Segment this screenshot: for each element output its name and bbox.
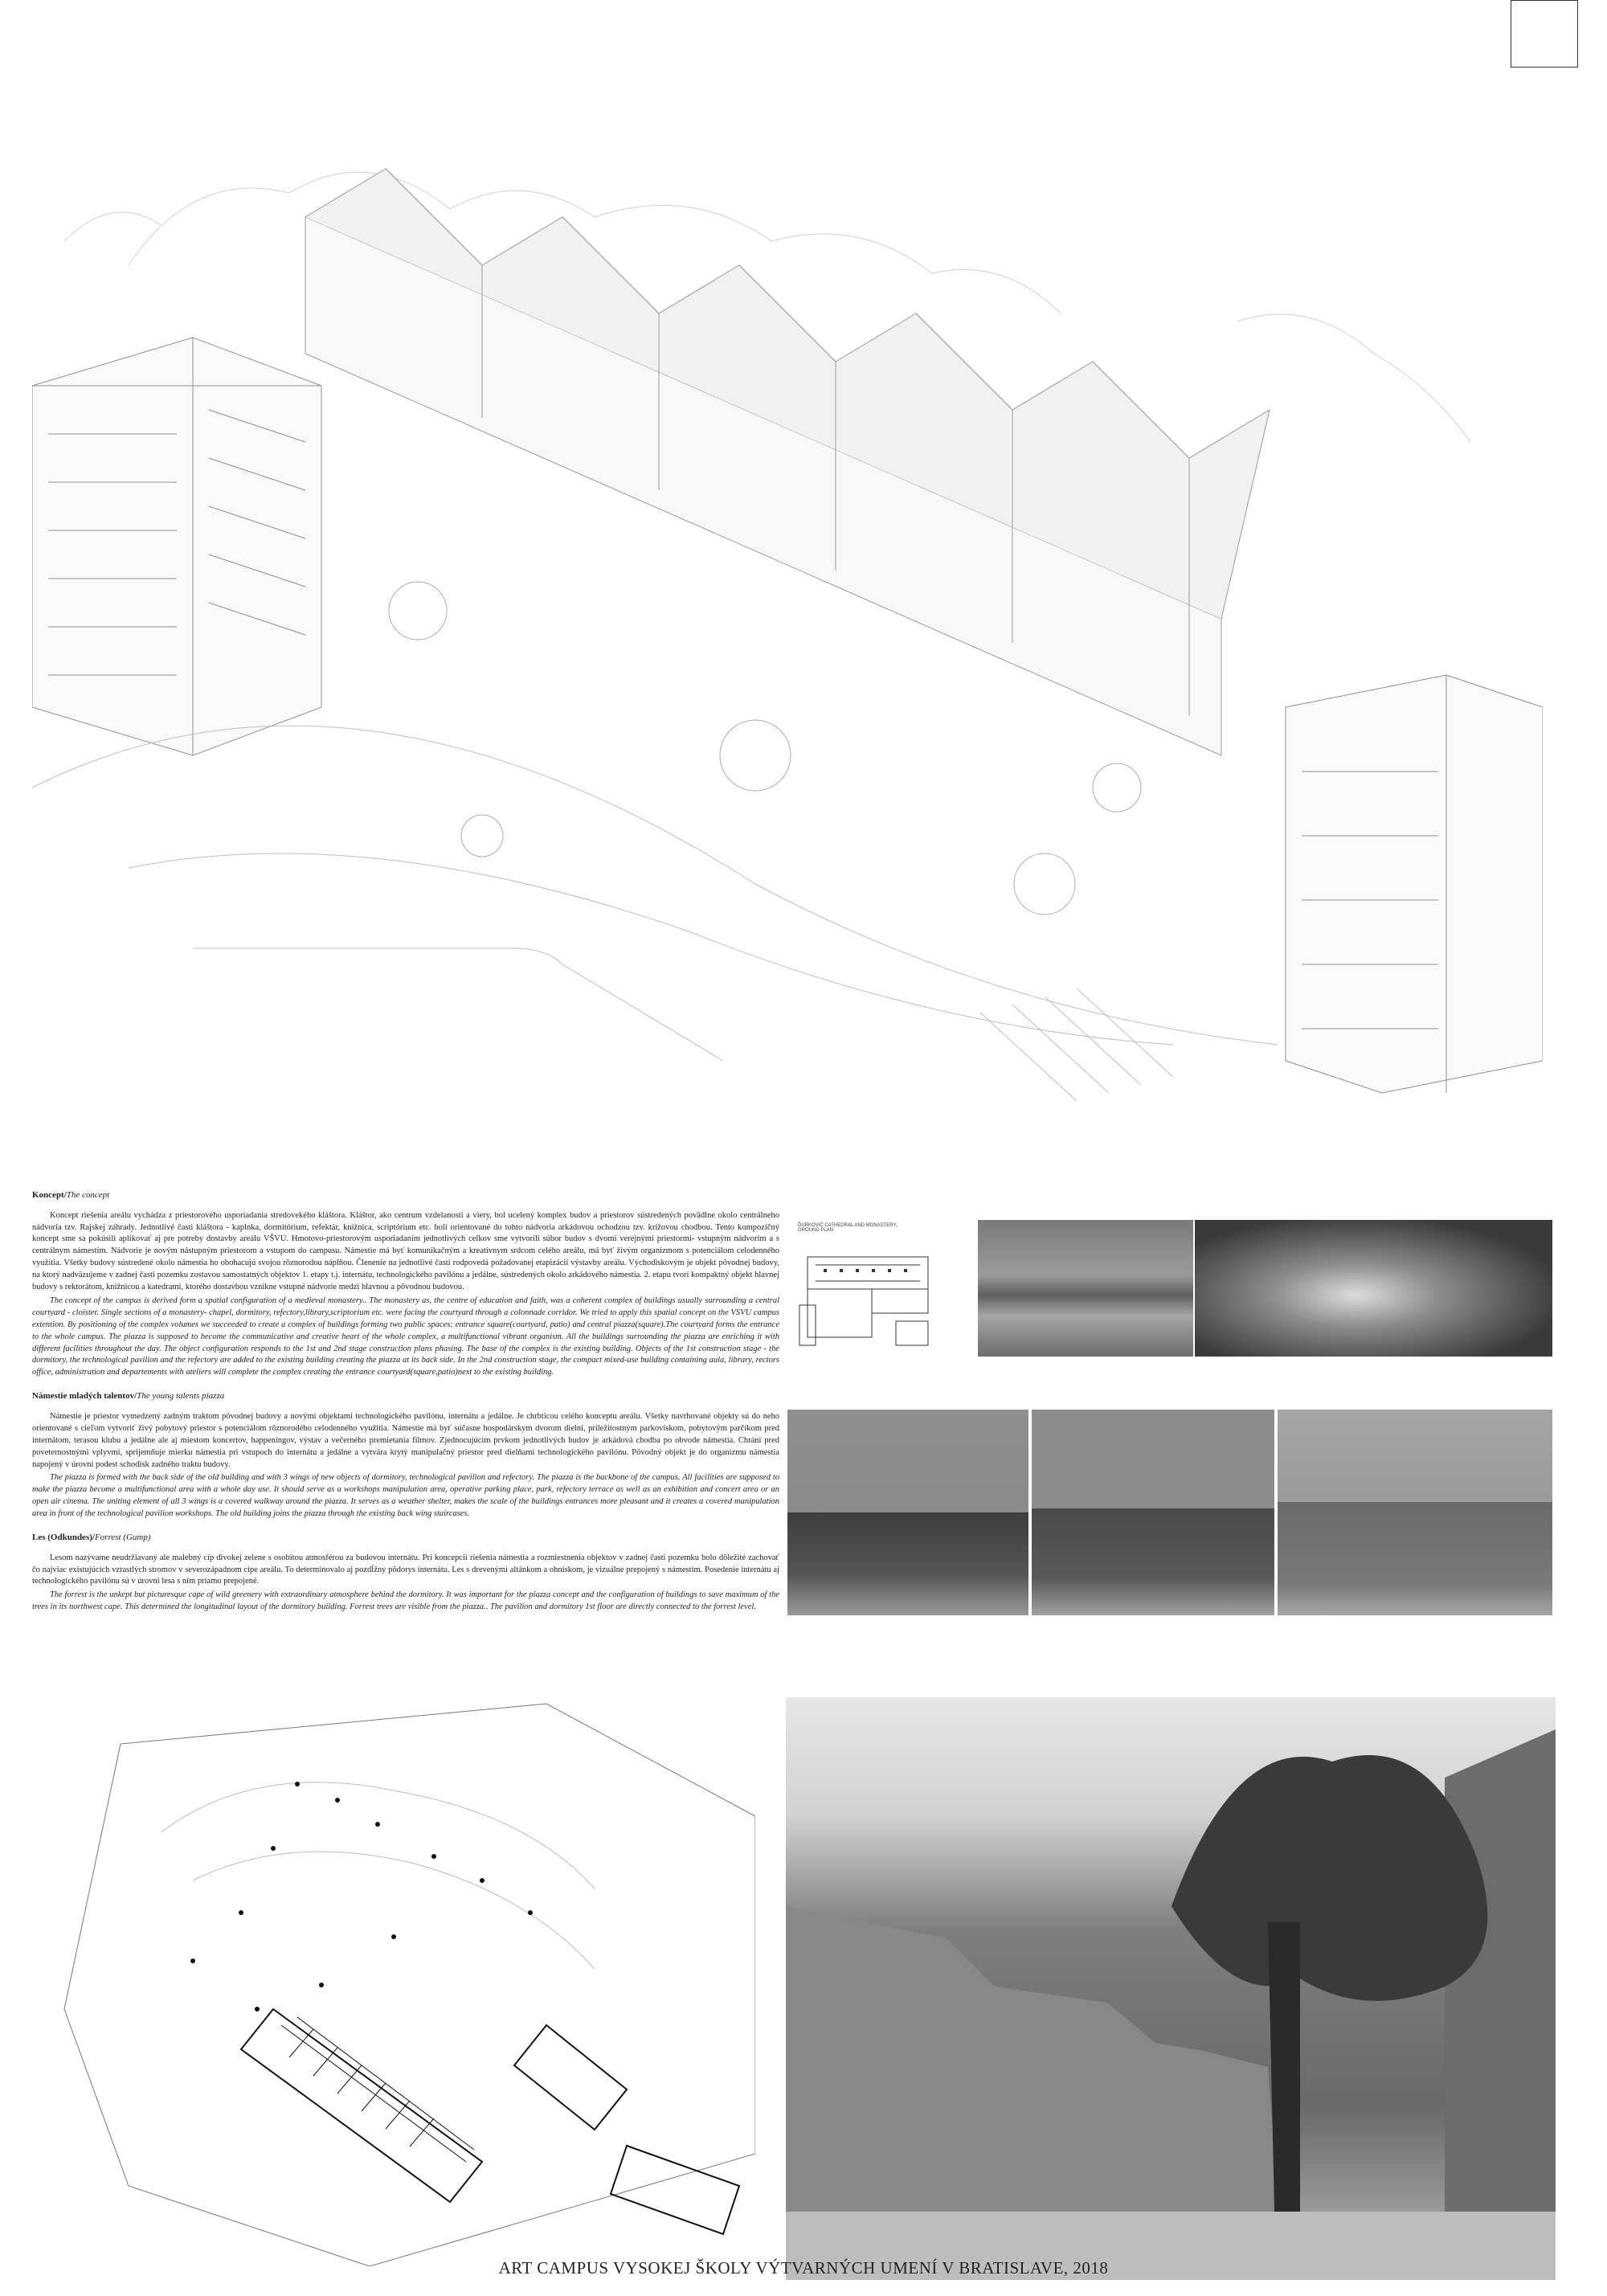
photo-existing-buildings	[978, 1220, 1193, 1357]
plan-buildings	[241, 2009, 739, 2234]
monastery-plan-figure	[791, 1220, 976, 1357]
render-forest-drawing	[786, 1697, 1556, 2280]
body-sk: Koncept riešenia areálu vychádza z priestorového usporiadania stredovekého kláštora. Kláštor, ako centrum vzdelanosti a viery, bol ucelený komplex budov a priestorov sústredených povädlne okolo centrálneho nádvoria tzv. Rajskej záhrady. Jednotlivé časti kláštora - kaplnka, dormitórium, refektár, knižnica, scriptórium etc. boli orientované do tohto nádvoria arkádovou ochodzou tzv. krížovou chodbou. Tento kompozičný koncept sme sa pokúsili aplikovať aj pre potreby dostavby areálu VŠVU. Hmotovo-priestorovým usporiadaním jednotlivých celkov sme vytvorili súbor budov s dvomi verejnými priestormi- vstupným nádvorím a s centrálnym námestím. Nádvorie je novým nástupným priestorom a vstupom do campusu. Námestie má byť komunikačným a kreatívnym srdcom celého areálu, má byť živým organizmom s potenciálom celodenného využitia. Všetky budovy sústredené okolo námestia ho obohacujú svojou rôznorodou náplňou. Členenie na jednotlivé časti rodpovedá požadovanej etapizácii výstavby areálu. Východiskovým je objekt pôvodnej budovy, na ktorý nadväzujeme v zadnej časti pozemku zostavou samostatných objektov 1. etapy t.j. internátu, technologického pavilónu a jedálne, sústredených okolo arkádového námestia. 2. etapu tvorí kompaktný objekt hlavnej budovy s rektorátom, knižnicou a katedrami, ktorého dostavbou vznikne vstupné nádvorie medzi hlavnou a pôvodnou budovou.	[32, 1210, 779, 1292]
render-forest-piazza	[786, 1697, 1556, 2280]
section-concept	[32, 1189, 779, 1379]
body-sk: Lesom nazývame neudržiavaný ale malebný cíp divokej zelene s osobitou atmosférou za budovou internátu. Pri koncepcii riešenia námestia a rozmiestnenia objektov v zadnej časti pozemku bolo dôležité zachovať čo najviac existujúcich vzrastlých stromov v severozápadnom cípe areálu. To determinovalo aj pozdĺžny pôdorys internátu. Les s drevenými altánkom a ohniskom, je vizuálne prepojený s námestím. Posedenie internátu aj technologického pavilónu sú v úrovni lesa s ním priamo prepojené.	[32, 1553, 779, 1586]
corner-frame-box	[1511, 0, 1578, 68]
section-heading: Námestie mladých talentov/The young talents piazza	[32, 1391, 225, 1402]
render-arcade-1	[787, 1410, 1028, 1615]
section-piazza	[32, 1390, 779, 1520]
section-forrest	[32, 1532, 779, 1614]
monastery-plan-drawing	[791, 1233, 976, 1353]
right-building	[1286, 675, 1543, 1093]
site-plan	[32, 1672, 755, 2266]
text-column	[32, 1189, 779, 1625]
body-en: The piazza is formed with the back side of the old building and with 3 wings of new objects of dormitory, technological pavilion and refectory. The piazza is the backbone of the campus. All facilities are supposed to make the piazza become a multifunctional area with a whole day use. It should serve as a workshops manipulation area, operative parking place, park, refectory terrace as well as an exhibition and concert area or an open air cinema. The uniting element of all 3 wings is a covered walkway around the piazza. It serves as a weather shelter, makes the scale of the buildings entrances more pleasant and it creates a covered manipulation area in front of the technological pavilion workshops. The old building joins the piazza through the existing back wing staircases.	[32, 1473, 779, 1519]
axonometric-drawing	[32, 145, 1543, 1109]
footer-title: ART CAMPUS VYSOKEJ ŠKOLY VÝTVARNÝCH UMENÍ V BRATISLAVE, 2018	[498, 2258, 1109, 2278]
ground-lines	[32, 726, 1278, 1101]
section-heading: Les (Odkundes)/Forrest (Gump)	[32, 1533, 151, 1543]
left-building	[32, 338, 321, 755]
body-sk: Námestie je priestor vymedzený zadným traktom pôvodnej budovy a novými objektami technologického pavilónu, internátu a jedálne. Je chrbticou celého konceptu areálu. Všetky navrhované objekty sú do neho orientované s cieľom vytvoriť živý pobytový priestor s potenciálom rôznorodého celodenného využitia. Námestie má byť súčasne hospodárskym dvorom dielní, príležitostným parkoviskom, pobytovým parčíkom pred internátom, terasou klubu a jedálne ale aj miestom koncertov, happeningov, výstav a večerného premietania filmov. Zjednocujúcim prvkom jednotlivých budov je arkádová chodba po obvode námestia. Chráni pred poveternostnými vplyvmi, sprijemňuje mierku námestia pri vstupoch do internátu a jedálne a vytvára krytý manipulačný priestor pred dielňami technologického pavilónu. Pôvodný objekt je do organizmu námestia napojený v úrovni podest schodísk zadného traktu budovy.	[32, 1411, 779, 1469]
plan-trees	[190, 1782, 533, 2012]
render-arcade-2	[1032, 1410, 1274, 1615]
render-arcade-3	[1278, 1410, 1552, 1615]
sawtooth-hall	[305, 169, 1270, 755]
photo-site-model	[1195, 1220, 1552, 1357]
figure-label: ĎURKOVIČ CATHEDRAL AND MONASTERY, GROUND PLAN	[798, 1223, 898, 1233]
section-heading: Koncept/The concept	[32, 1190, 110, 1200]
body-en: The concept of the campus is derived form a spatial configuration of a medieval monastery.. The monastery as, the centre of education and faith, was a coherent complex of buildings usually surrounding a central courtyard - cloister. Single sections of a monastery- chapel, dormitory, refectory,library,scriptorium etc. were facing the courtyard through a colonnade corridor. We tried to apply this spatial concept on the VSVU campus extention. By positioning of the complex volumes we succeeded to create a complex of buildings forming two public spaces: entrance square(courtyard, patio) and central piazza(square).The courtyard forms the entrance to the whole campus. The piazza is supposed to become the communicative and creative heart of the whole complex, a multifunctional vibrant organism. All the buildings surrounding the piazza are enriching it with different facilities throughout the day. The object configuration responds to the 1st and 2nd stage construction plans phasing. The base of the complex is the existing building. Objects of the 1st construction stage - the dormitory, the technological pavilion and the refectory are added to the existing building creating the piazza at its back side. In the 2nd construction stage, the compact mixed-use building containing aula, library, rectors office, administration and departements with ateliers will complete the complex creating the entrance courtyard(square,patio)next to the existing building.	[32, 1295, 779, 1377]
plan-rooms	[281, 2017, 474, 2162]
body-en: The forrest is the unkept but picturesque cape of wild greenery with extraordinary atmosphere behind the dormitory. It was important for the piazza concept and the configuration of buildings to save maximum of the trees in its northwest cape. This determined the longitudinal layout of the dormitory building. Forrest trees are visible from the piazza.. The pavilion and dormitory 1st floor are directly connected to the forrest level.	[32, 1590, 779, 1612]
